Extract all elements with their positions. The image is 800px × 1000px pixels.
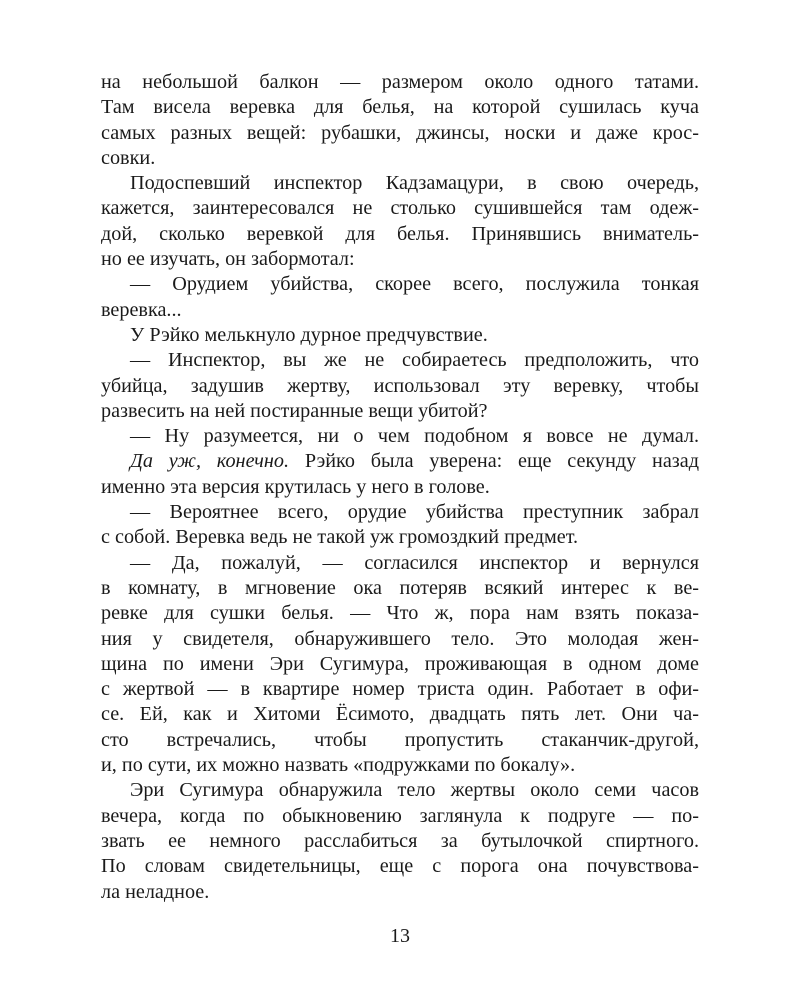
text-line: — Орудием убийства, скорее всего, послужила тонкая: [130, 273, 699, 296]
text-line: У Рэйко мелькнуло дурное предчувствие.: [130, 323, 488, 346]
text-line: — Ну разумеется, ни о чем подобном я вовсе не думал.: [130, 425, 699, 448]
text-line: и, по сути, их можно назвать «подружками по бокалу».: [101, 754, 576, 777]
text-line-rest: Рэйко была уверена: еще секунду назад: [304, 450, 700, 473]
text-line: убийца, задушив жертву, использовал эту веревку, чтобы: [101, 374, 699, 397]
text-line: развесить на ней постиранные вещи убитой?: [101, 399, 488, 422]
text-line: с жертвой — в квартире номер триста один. Работает в офи-: [101, 678, 699, 701]
text-line: Там висела веревка для белья, на которой сушилась куча: [101, 96, 699, 119]
text-line: совки.: [101, 146, 156, 169]
italic-phrase: Да уж, конечно.: [130, 450, 290, 473]
text-line: именно эта версия крутилась у него в голове.: [101, 475, 490, 498]
text-line: с собой. Веревка ведь не такой уж громоздкий предмет.: [101, 526, 579, 549]
text-line: кажется, заинтересовался не столько сушившейся там одеж-: [101, 197, 699, 220]
text-line: щина по имени Эри Сугимура, проживающая в одном доме: [101, 652, 699, 675]
page-text: [101, 70, 699, 905]
page-number: 13: [390, 925, 410, 947]
text-line: По словам свидетельницы, еще с порога она почувствова-: [101, 855, 699, 878]
text-line: сто встречались, чтобы пропустить стаканчик-другой,: [101, 728, 699, 751]
text-line: — Да, пожалуй, — согласился инспектор и вернулся: [130, 551, 699, 574]
text-line: на небольшой балкон — размером около одного татами.: [101, 71, 699, 93]
text-line: — Вероятнее всего, орудие убийства преступник забрал: [130, 501, 699, 524]
text-line: веревка...: [101, 298, 182, 321]
text-line: ла неладное.: [101, 880, 210, 903]
text-line: се. Ей, как и Хитоми Ёсимото, двадцать пять лет. Они ча-: [101, 703, 699, 726]
text-line: ревке для сушки белья. — Что ж, пора нам взять показа-: [101, 602, 699, 625]
text-line: дой, сколько веревкой для белья. Принявшись вниматель-: [101, 222, 699, 245]
text-line: [101, 449, 699, 474]
text-line: ния у свидетеля, обнаружившего тело. Это молодая жен-: [101, 627, 699, 650]
text-line: в комнату, в мгновение ока потеряв всякий интерес к ве-: [101, 576, 699, 599]
text-line: Подоспевший инспектор Кадзамацури, в свою очередь,: [130, 172, 699, 195]
text-line: — Инспектор, вы же не собираетесь предположить, что: [130, 349, 699, 372]
text-line: вечера, когда по обыкновению заглянула к подруге — по-: [101, 804, 699, 827]
text-line: Эри Сугимура обнаружила тело жертвы около семи часов: [130, 779, 699, 802]
text-line: самых разных вещей: рубашки, джинсы, носки и даже крос-: [101, 121, 699, 144]
text-line: звать ее немного расслабиться за бутылочкой спиртного.: [101, 829, 699, 852]
text-line: но ее изучать, он забормотал:: [101, 248, 355, 271]
